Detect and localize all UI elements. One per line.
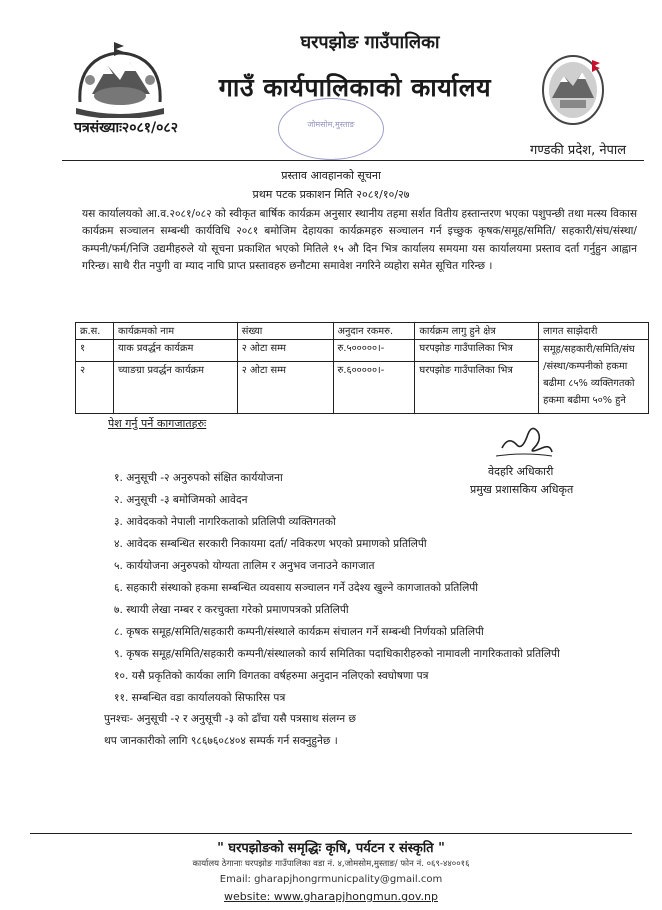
cell-program-area: घरपझोङ गाउँपालिका भित्र: [415, 340, 539, 362]
notice-title: प्रस्ताव आवहानको सूचना: [281, 169, 381, 182]
officer-name: वेदहरि अधिकारी: [488, 465, 554, 478]
list-item: २. अनुसूची -३ बमोजिमको आवेदन: [114, 494, 248, 506]
cost-sharing-line: /संस्था/कम्पनीको हकमा: [543, 361, 628, 372]
rural-municipality-name: घरपझोङ गाउँपालिका: [300, 32, 440, 53]
notice-body: यस कार्यालयको आ.व.२०८१/०८२ को स्वीकृत बार्षिक कार्यक्रम अनुसार स्थानीय तहमा सर्शत वितीय हस्तान्तरण भएका पशुपन्छी तथा मत्स्य विकास कार्यक्रम सञ्चालन सम्बन्धी कार्यविधि २०८१ बमोजिम देहायका कार्यक्रमहरु सञ्चालन गर्न इच्छुक कृषक/समूह/समिति/ सहकारी/संघ/संस्था/ कम्पनी/फर्म/निजि उद्यमीहरुले यो सूचना प्रकाशित भएको मितिले १५ औ दिन भित्र कार्यालय समयमा यस कार्यालयमा प्रस्ताव दर्ता गर्नुहुन आह्वान गरिन्छ। साथै रीत नपुगी वा म्याद नाघि प्राप्त प्रस्तावहरु छनौटमा समावेश नगरिने व्यहोरा समेत सूचित गरिन्छ ।: [82, 208, 638, 273]
cell-quantity: २ ओटा सम्म: [237, 340, 333, 362]
cell-serial: १: [76, 340, 114, 362]
cost-sharing-line: समूह/सहकारी/समिति/संघ: [543, 344, 635, 355]
cost-sharing-line: बढीमा ८५% व्यक्तिगतको: [543, 378, 635, 389]
header-program-area: कार्यक्रम लागु हुने क्षेत्र: [415, 323, 539, 340]
list-item: ३. आवेदकको नेपाली नागरिकताको प्रतिलिपी व्यक्तिगतको: [114, 516, 336, 528]
list-item: १०. यसै प्रकृतिको कार्यका लागि विगतका वर्षहरुमा अनुदान नलिएको स्वघोषणा पत्र: [114, 670, 429, 682]
province-name: गण्डकी प्रदेश, नेपाल: [530, 143, 627, 158]
office-seal: [278, 98, 384, 160]
header-quantity: संख्या: [237, 323, 333, 340]
cell-quantity: २ ओटा सम्म: [237, 362, 333, 414]
signature-icon: [494, 418, 554, 460]
list-item: १. अनुसूची -२ अनुरुपको संक्षित कार्ययोजना: [114, 472, 283, 484]
footer-website[interactable]: website: www.gharapjhongmun.gov.np: [224, 890, 438, 903]
list-item: ७. स्थायी लेखा नम्बर र करचुक्ता गरेको प्रमाणपत्रको प्रतिलिपी: [114, 604, 349, 616]
header-program-name: कार्यक्रमको नाम: [113, 323, 237, 340]
office-title: गाउँ कार्यपालिकाको कार्यालय: [218, 73, 492, 102]
nepal-emblem-icon: [70, 40, 170, 118]
seal-district: जोमसोम,मुस्ताङ: [307, 120, 355, 129]
cost-sharing-line: हकमा बढीमा ५०% हुने: [543, 395, 626, 406]
cell-program-name: च्याङग्रा प्रवर्द्धन कार्यक्रम: [113, 362, 237, 414]
list-item: ४. आवेदक सम्बन्धित सरकारी निकायमा दर्ता/ नविकरण भएको प्रमाणको प्रतिलिपी: [114, 538, 427, 550]
cell-grant-amount: रु.६०००००।-: [333, 362, 415, 414]
cell-program-area: घरपझोङ गाउँपालिका भित्र: [415, 362, 539, 414]
list-item: ९. कृषक समूह/समिति/सहकारी कम्पनी/संस्थालको कार्य समितिका पदाधिकारीहरुको नामावली नागरिकताको प्रतिलिपी: [114, 648, 560, 660]
province-emblem-icon: [540, 52, 606, 128]
footer-address: कार्यालय ठेगानाः घरपझोङ गाउँपालिका वडा नं. ४,जोमसोम,मुस्ताङ/ फोन नं. ०६९-४४००१६: [192, 859, 470, 869]
publication-date: प्रथम पटक प्रकाशन मिति २०८१/१०/२७: [252, 188, 410, 201]
cell-cost-sharing: [539, 340, 649, 414]
officer-title: प्रमुख प्रशासकिय अधिकृत: [470, 483, 574, 496]
cell-program-name: याक प्रवर्द्धन कार्यक्रम: [113, 340, 237, 362]
list-item: ५. कार्ययोजना अनुरुपको योग्यता तालिम र अनुभव जनाउने कागजात: [114, 560, 375, 572]
header-grant-amount: अनुदान रकमरु.: [333, 323, 415, 340]
documents-heading: पेश गर्नु पर्ने कागजातहरुः: [108, 417, 207, 430]
list-item: ८. कृषक समूह/समिति/सहकारी कम्पनी/संस्थाले कार्यक्रम संचालन गर्ने सम्बन्धी निर्णयको प्रतिलिपी: [114, 626, 484, 638]
footer-email[interactable]: Email: gharapjhongrmunicpality@gmail.com: [219, 874, 443, 885]
header-cost-sharing: लागत साझेदारी: [539, 323, 649, 340]
header-serial: क्र.स.: [76, 323, 114, 340]
footer-divider: [30, 833, 632, 834]
table-header-row: [76, 323, 649, 340]
table-row: [76, 340, 649, 362]
reference-number: पत्रसंख्याः२०८१/०८२: [74, 120, 178, 136]
footer-slogan: " घरपझोङको समृद्धिः कृषि, पर्यटन र संस्कृति ": [217, 841, 445, 856]
documents-list: [114, 467, 634, 709]
attachment-note: पुनश्चः- अनुसूची -२ र अनुसूची -३ को ढाँचा यसै पत्रसाथ संलग्न छ: [104, 713, 356, 725]
list-item: ६. सहकारी संस्थाको हकमा सम्बन्धित व्यवसाय सञ्चालन गर्ने उदेश्य खुल्ने कागजातको प्रतिलिपी: [114, 582, 479, 594]
list-item: ११. सम्बन्धित वडा कार्यालयको सिफारिस पत्र: [114, 692, 286, 704]
header-divider: [62, 160, 644, 161]
contact-note: थप जानकारीको लागि ९८६७६०८४०४ सम्पर्क गर्न सक्नुहुनेछ ।: [104, 735, 338, 747]
cell-grant-amount: रु.५०००००।-: [333, 340, 415, 362]
program-table: [75, 322, 649, 414]
cell-serial: २: [76, 362, 114, 414]
